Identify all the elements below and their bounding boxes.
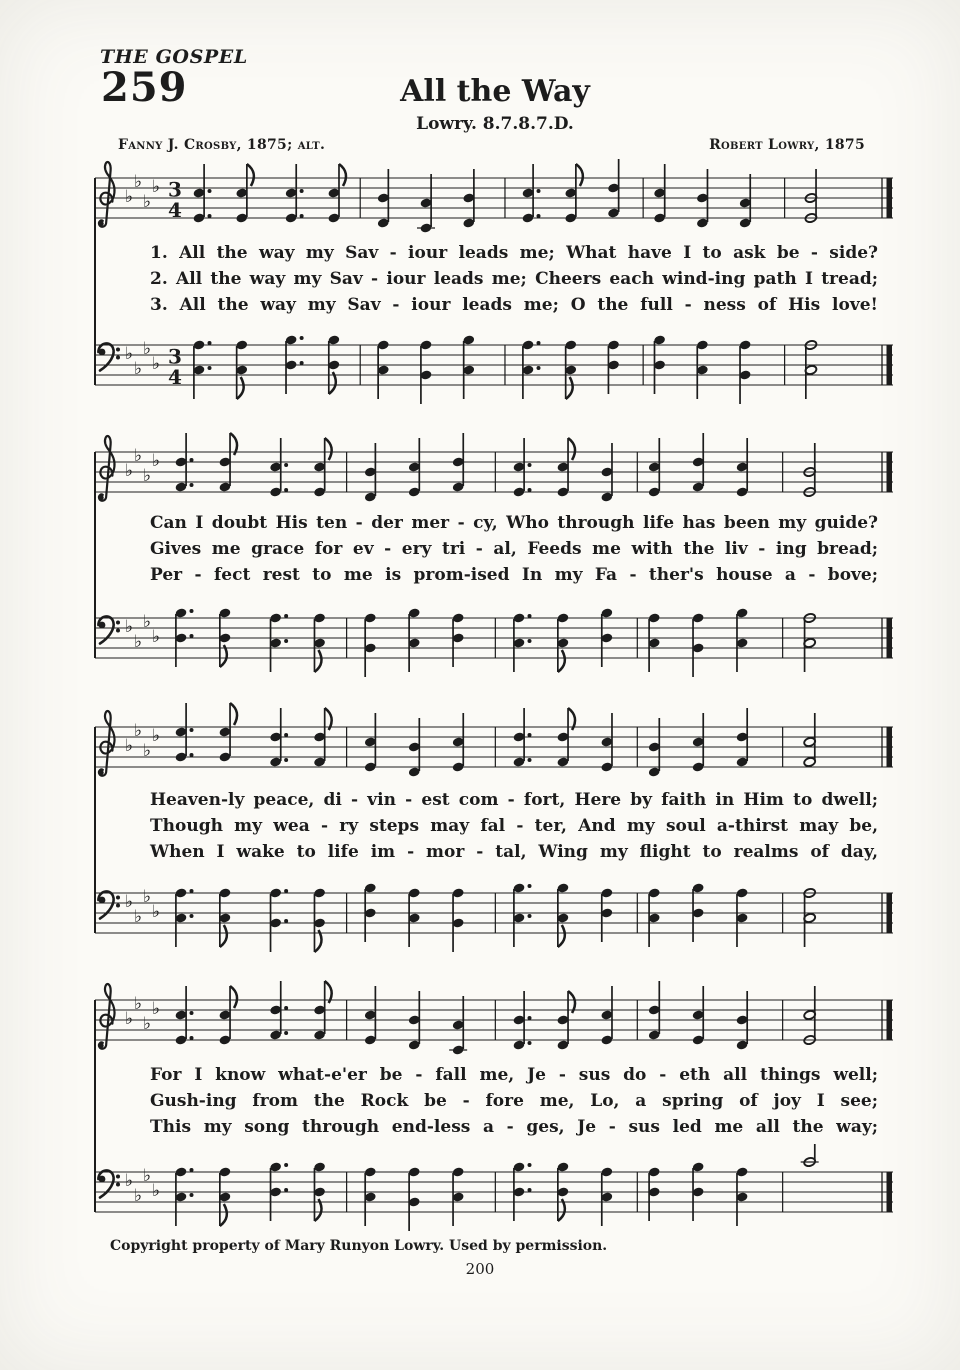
hymn-number: 259 bbox=[101, 64, 188, 111]
svg-text:♭: ♭ bbox=[125, 1009, 134, 1029]
svg-text:♭: ♭ bbox=[143, 741, 152, 761]
staff-system1-treble bbox=[95, 150, 893, 246]
verse-block-2 bbox=[150, 510, 878, 588]
staff-system3-bass bbox=[95, 865, 893, 961]
svg-text:♭: ♭ bbox=[125, 187, 134, 207]
svg-text:♭: ♭ bbox=[152, 354, 161, 374]
svg-text:4: 4 bbox=[168, 198, 182, 222]
svg-text:♭: ♭ bbox=[125, 1171, 134, 1191]
lyric-line: When I wake to life im - mor - tal, Wing my flight to realms of day, bbox=[150, 842, 878, 862]
svg-text:3: 3 bbox=[168, 344, 182, 369]
lyric-line: 1. All the way my Sav - iour leads me; What have I to ask be - side? bbox=[150, 243, 878, 263]
author-credit: Fanny J. Crosby, 1875; alt. bbox=[118, 137, 326, 153]
svg-text:♭: ♭ bbox=[152, 726, 161, 746]
svg-text:♭: ♭ bbox=[134, 1186, 143, 1206]
svg-text:♭: ♭ bbox=[152, 627, 161, 647]
page-number: 200 bbox=[465, 1260, 495, 1278]
svg-text:♭: ♭ bbox=[134, 172, 143, 192]
hymn-title: All the Way bbox=[400, 74, 590, 109]
svg-text:♭: ♭ bbox=[125, 617, 134, 637]
svg-text:♭: ♭ bbox=[152, 999, 161, 1019]
lyric-line: Per - fect rest to me is prom-ised In my Fa - ther's house a - bove; bbox=[150, 565, 878, 585]
staff-system1-bass bbox=[95, 317, 893, 413]
staff-system3-treble bbox=[95, 699, 893, 795]
svg-text:♭: ♭ bbox=[134, 907, 143, 927]
svg-text:4: 4 bbox=[168, 365, 182, 389]
svg-text:♭: ♭ bbox=[125, 736, 134, 756]
svg-text:♭: ♭ bbox=[125, 461, 134, 481]
svg-text:♭: ♭ bbox=[143, 1166, 152, 1186]
tune-and-meter: Lowry. 8.7.8.7.D. bbox=[416, 114, 574, 134]
lyric-line: Though my wea - ry steps may fal - ter, And my soul a-thirst may be, bbox=[150, 816, 878, 836]
verse-block-3 bbox=[150, 787, 878, 865]
svg-text:♭: ♭ bbox=[125, 892, 134, 912]
verse-block-1 bbox=[150, 240, 878, 318]
staff-system2-treble bbox=[95, 424, 893, 520]
section-header: THE GOSPEL bbox=[100, 46, 248, 68]
lyric-line: This my song through end-less a - ges, Je - sus led me all the way; bbox=[150, 1117, 878, 1137]
staff-system2-bass bbox=[95, 590, 893, 686]
lyric-line: Heaven-ly peace, di - vin - est com - fort, Here by faith in Him to dwell; bbox=[150, 790, 878, 810]
svg-text:♭: ♭ bbox=[134, 359, 143, 379]
svg-text:♭: ♭ bbox=[143, 466, 152, 486]
composer-credit: Robert Lowry, 1875 bbox=[709, 137, 865, 153]
svg-text:♭: ♭ bbox=[134, 632, 143, 652]
lyric-line: 3. All the way my Sav - iour leads me; O the full - ness of His love! bbox=[150, 295, 878, 315]
verse-block-4 bbox=[150, 1062, 878, 1140]
svg-text:♭: ♭ bbox=[143, 887, 152, 907]
lyric-line: Gives me grace for ev - ery tri - al, Feeds me with the liv - ing bread; bbox=[150, 539, 878, 559]
lyric-line: For I know what-e'er be - fall me, Je - sus do - eth all things well; bbox=[150, 1065, 878, 1085]
lyric-line: 2. All the way my Sav - iour leads me; Cheers each wind-ing path I tread; bbox=[150, 269, 878, 289]
svg-text:♭: ♭ bbox=[152, 451, 161, 471]
svg-text:♭: ♭ bbox=[134, 994, 143, 1014]
svg-text:♭: ♭ bbox=[143, 1014, 152, 1034]
svg-text:♭: ♭ bbox=[134, 446, 143, 466]
lyric-line: Can I doubt His ten - der mer - cy, Who through life has been my guide? bbox=[150, 513, 878, 533]
svg-text:3: 3 bbox=[168, 177, 182, 202]
svg-text:♭: ♭ bbox=[134, 721, 143, 741]
lyric-line: Gush-ing from the Rock be - fore me, Lo, a spring of joy I see; bbox=[150, 1091, 878, 1111]
svg-text:♭: ♭ bbox=[143, 339, 152, 359]
svg-text:♭: ♭ bbox=[152, 177, 161, 197]
svg-text:♭: ♭ bbox=[152, 1181, 161, 1201]
svg-text:♭: ♭ bbox=[152, 902, 161, 922]
svg-text:♭: ♭ bbox=[125, 344, 134, 364]
staff-system4-treble bbox=[95, 972, 893, 1068]
staff-system4-bass bbox=[95, 1144, 893, 1240]
svg-text:♭: ♭ bbox=[143, 612, 152, 632]
copyright-notice: Copyright property of Mary Runyon Lowry. Used by permission. bbox=[110, 1238, 608, 1254]
svg-text:♭: ♭ bbox=[143, 192, 152, 212]
